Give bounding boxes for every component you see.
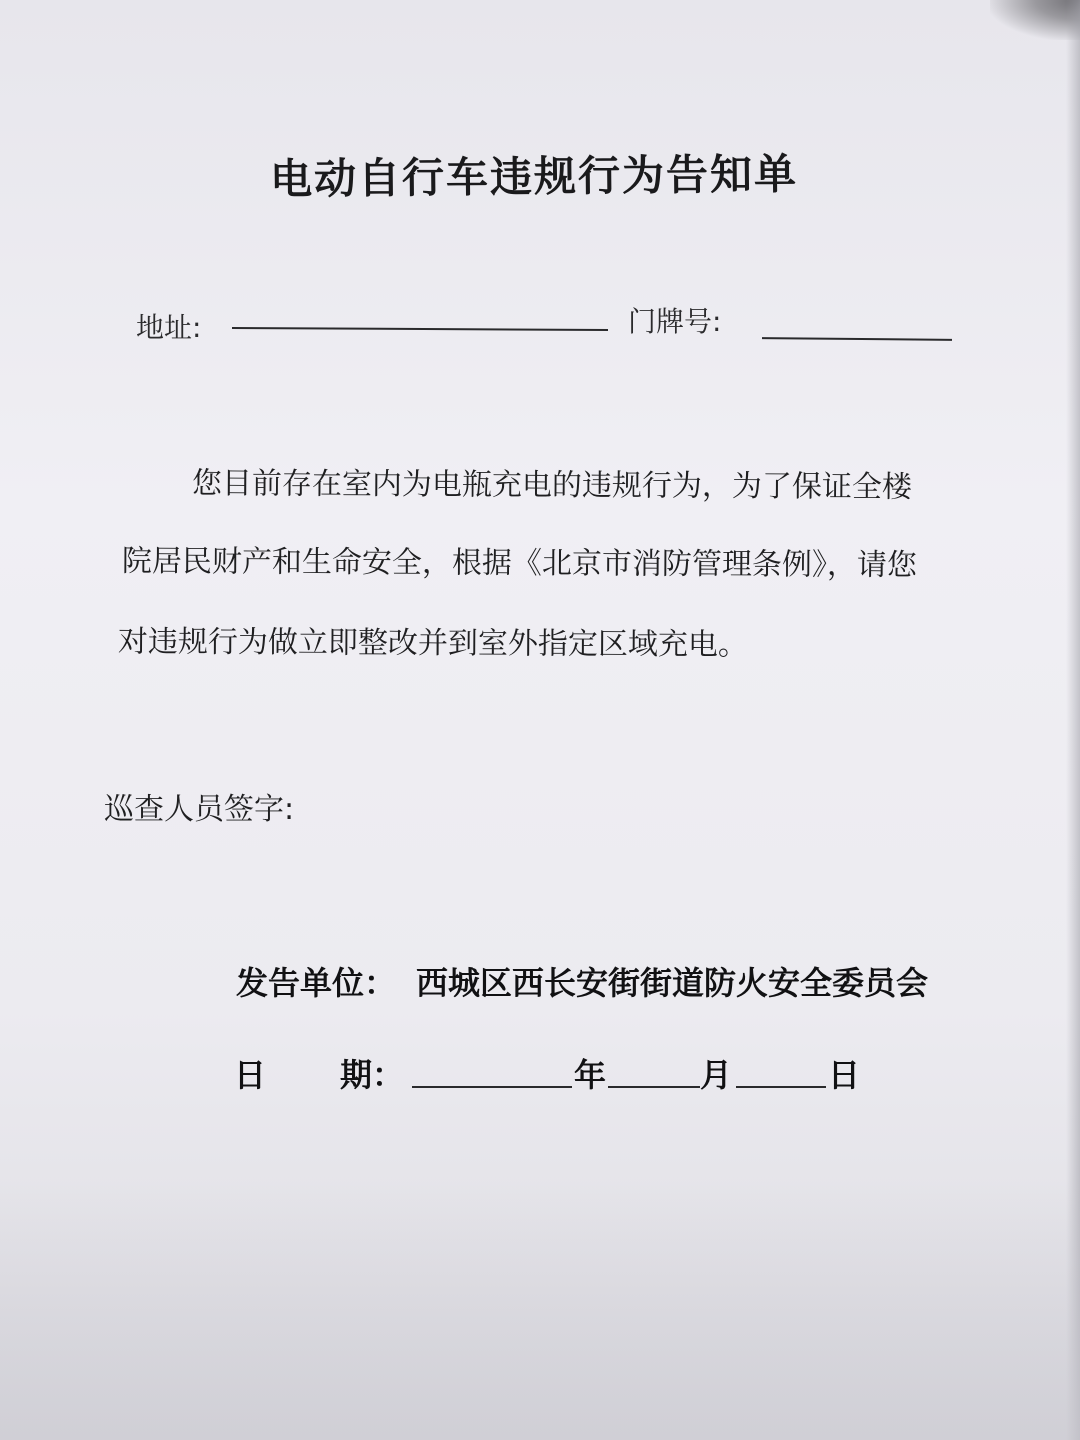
day-label: 日	[828, 1056, 861, 1094]
door-number-label: 门牌号:	[628, 305, 722, 338]
year-blank	[412, 1086, 572, 1088]
date-label-2: 期：	[340, 1056, 405, 1094]
door-number-blank	[762, 337, 952, 341]
address-label: 地址:	[136, 311, 202, 344]
year-label: 年	[574, 1056, 607, 1094]
date-label-1: 日	[234, 1056, 267, 1094]
day-blank	[736, 1086, 826, 1088]
notice-title: 电动自行车违规行为告知单	[269, 149, 799, 204]
body-line-3: 对违规行为做立即整改并到室外指定区域充电。	[117, 624, 749, 663]
body-line-2: 院居民财产和生命安全，根据《北京市消防管理条例》，请您	[121, 543, 918, 584]
issuer-name: 西城区西长安街街道防火安全委员会	[416, 964, 929, 1002]
inspector-signature-label: 巡查人员签字:	[104, 792, 295, 827]
address-blank	[232, 327, 608, 331]
month-label: 月	[700, 1056, 733, 1094]
body-line-1: 您目前存在室内为电瓶充电的违规行为，为了保证全楼	[191, 466, 913, 505]
month-blank	[608, 1086, 700, 1088]
issuer-label: 发告单位：	[236, 964, 397, 1002]
